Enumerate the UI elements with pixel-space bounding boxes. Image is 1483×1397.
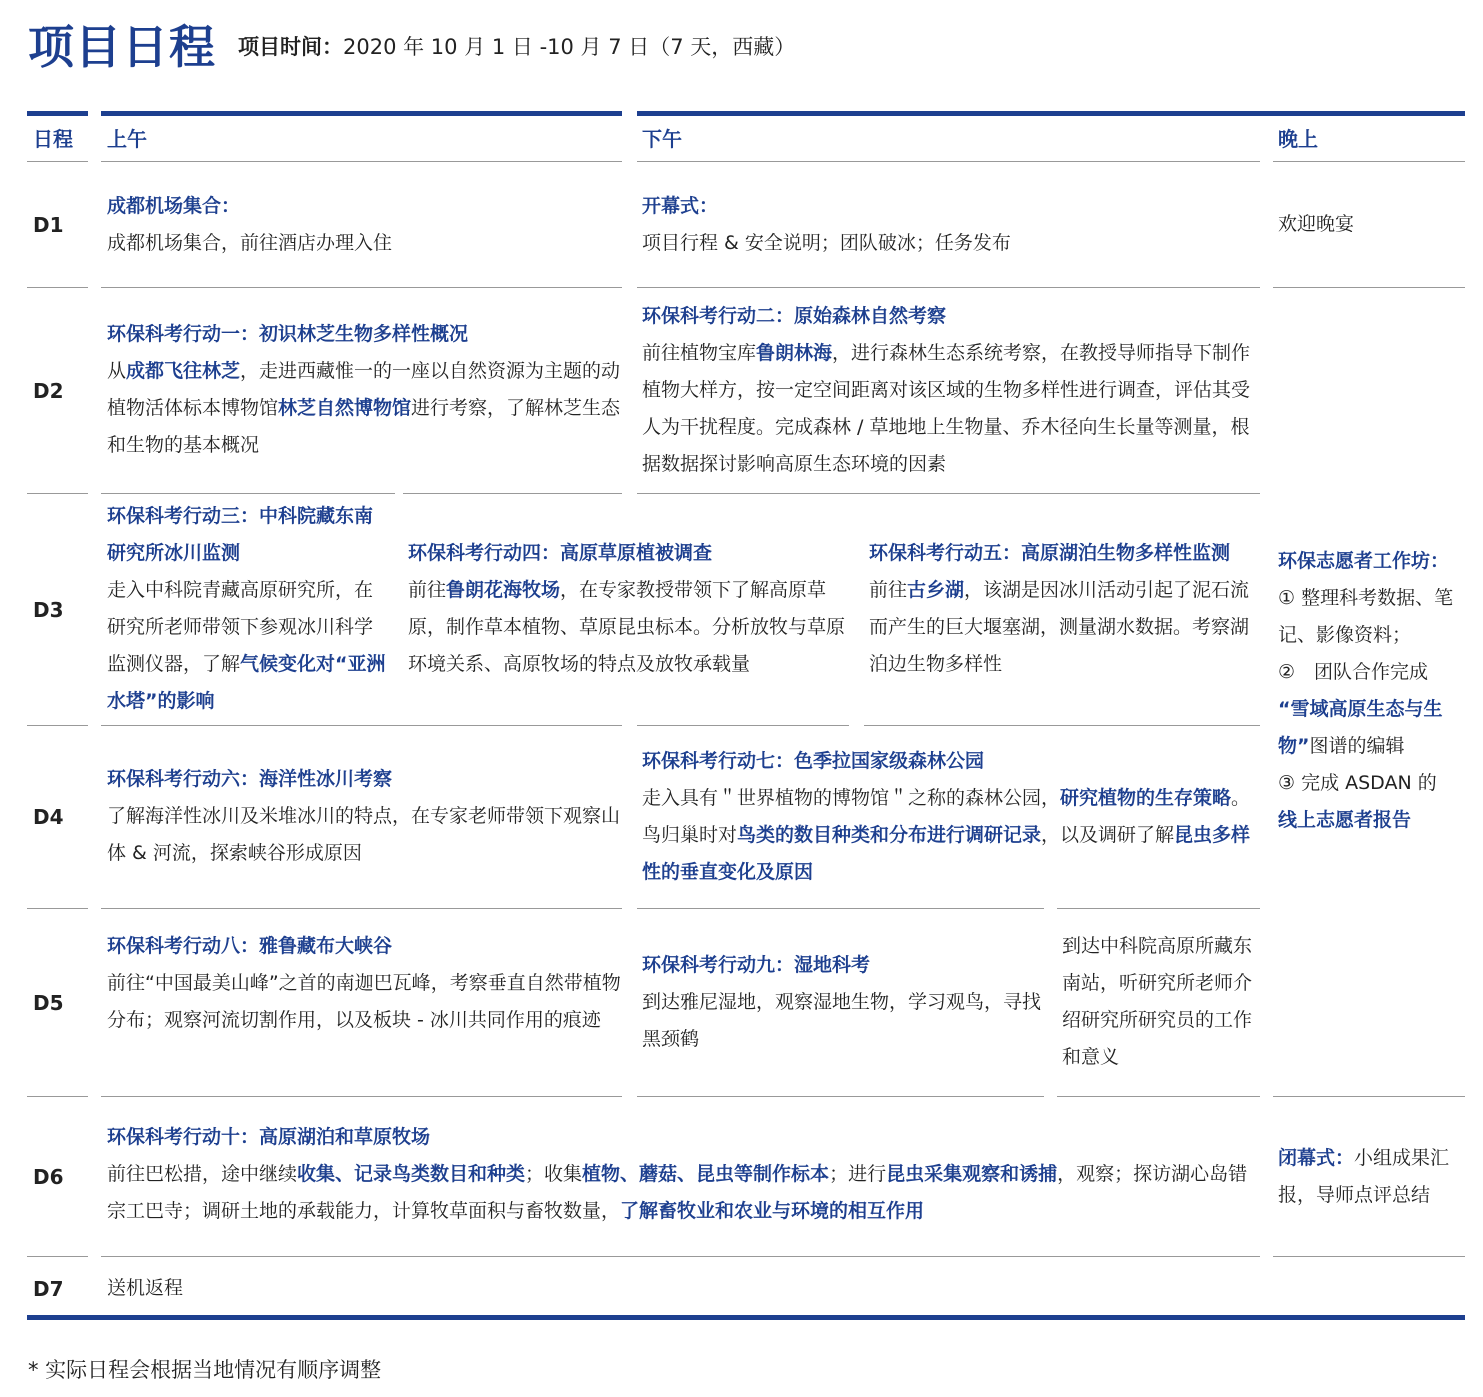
closing-ceremony-text: 小组成果汇报，导师点评总结 [1278, 1147, 1450, 1206]
text: ，以及调研了解 [1041, 824, 1175, 846]
d1-afternoon [642, 188, 1262, 262]
d4-afternoon-title: 环保科考行动七：色季拉国家级森林公园 [642, 750, 985, 772]
highlight: “雪域高原生态与生物” [1278, 698, 1443, 757]
d5-afternoon-title: 环保科考行动九：湿地科考 [642, 954, 871, 976]
d3-morning-title: 环保科考行动三：中科院藏东南研究所冰川监测 [107, 505, 374, 564]
d5-afternoon [642, 947, 1048, 1058]
text: 进行考察，了解林芝生态和生物的基本概况 [107, 397, 621, 456]
rule [101, 1256, 1260, 1257]
d1-evening: 欢迎晚宴 [1278, 213, 1355, 235]
d3-midday-text [408, 579, 845, 675]
header-afternoon: 下午 [642, 127, 682, 151]
header-day: 日程 [33, 127, 73, 151]
header-morning: 上午 [107, 127, 147, 151]
d6-title: 环保科考行动十：高原湖泊和草原牧场 [107, 1126, 431, 1148]
d3-afternoon [869, 535, 1267, 683]
header-evening: 晚上 [1278, 127, 1318, 151]
text: 从 [107, 360, 127, 382]
d4-morning-title: 环保科考行动六：海洋性冰川考察 [107, 768, 393, 790]
highlight: 植物、蘑菇、昆虫等制作标本 [582, 1163, 830, 1185]
d3-midday [408, 535, 853, 683]
rule [1273, 1256, 1465, 1257]
rule [637, 287, 1260, 288]
rule [101, 725, 622, 726]
d6-day [107, 1119, 1263, 1230]
d5-morning-text: 前往“中国最美山峰”之首的南迦巴瓦峰，考察垂直自然带植物分布；观察河流切割作用，以及板块 - 冰川共同作用的痕迹 [107, 972, 621, 1031]
rule [637, 493, 1260, 494]
text: 。鸟归巢时对 [642, 787, 1251, 846]
bottom-rule [27, 1315, 1465, 1320]
d3-morning [107, 498, 389, 720]
rule [403, 493, 622, 494]
top-rule-afternoon-evening [637, 111, 1465, 116]
top-rule-morning [101, 111, 622, 116]
rule [101, 493, 395, 494]
rule [27, 908, 88, 909]
rule [101, 287, 622, 288]
d3-morning-text [107, 579, 386, 712]
d5-late-afternoon: 到达中科院高原所藏东南站，听研究所老师介绍研究所研究员的工作和意义 [1062, 935, 1253, 1068]
text: 图谱的编辑 [1309, 735, 1405, 757]
day-label-d7: D7 [33, 1277, 64, 1301]
workshop-item-3: ③ 完成 ASDAN 的 [1278, 772, 1437, 794]
workshop-item-1: ① 整理科考数据、笔记、影像资料； [1278, 587, 1454, 646]
rule [1057, 1096, 1260, 1097]
highlight: 鸟类的数目种类和分布进行调研记录 [737, 824, 1042, 846]
period-label: 项目时间： [238, 35, 343, 59]
text: ，进行森林生态系统考察，在教授导师指导下制作植物大样方，按一定空间距离对该区域的生物多样性进行调查，评估其受人为干扰程度。完成森林 / 草地地上生物量、乔木径向生长量等测量，根据数据探讨影响高原生态环境的因素 [642, 342, 1251, 475]
d7-text: 送机返程 [107, 1277, 184, 1299]
d1-morning-title: 成都机场集合： [107, 195, 241, 217]
d2-morning-text [107, 360, 620, 456]
d1-afternoon-text: 项目行程 & 安全说明；团队破冰；任务发布 [642, 232, 1011, 254]
d6-text [107, 1163, 1247, 1222]
d2-afternoon [642, 298, 1262, 483]
evening-workshop [1278, 543, 1466, 839]
rule [637, 161, 1260, 162]
rule [101, 1096, 622, 1097]
highlight: 林芝自然博物馆 [278, 397, 412, 419]
text: ，观察；探访湖心岛错宗工巴寺；调研土地的承载能力，计算牧草面积与畜牧数量， [107, 1163, 1248, 1222]
highlight: 鲁朗花海牧场 [446, 579, 561, 601]
rule [27, 161, 88, 162]
highlight: 昆虫采集观察和诱捕 [886, 1163, 1058, 1185]
rule [1057, 908, 1260, 909]
text: 前往植物宝库 [642, 342, 757, 364]
rule [27, 1096, 88, 1097]
text: 走入中科院青藏高原研究所，在研究所老师带领下参观冰川科学监测仪器，了解 [107, 579, 374, 675]
text: 前往 [869, 579, 908, 601]
text: 前往巴松措，途中继续 [107, 1163, 298, 1185]
rule [1273, 161, 1465, 162]
closing-ceremony-label: 闭幕式： [1278, 1147, 1355, 1169]
text: ，走进西藏惟一的一座以自然资源为主题的动植物活体标本博物馆 [107, 360, 621, 419]
day-label-d1: D1 [33, 213, 64, 237]
text: ；收集 [525, 1163, 583, 1185]
highlight: 鲁朗林海 [756, 342, 833, 364]
rule [27, 1256, 88, 1257]
rule [1273, 287, 1465, 288]
d2-morning-title: 环保科考行动一：初识林芝生物多样性概况 [107, 323, 469, 345]
rule [27, 725, 88, 726]
d1-morning-text: 成都机场集合，前往酒店办理入住 [107, 232, 393, 254]
rule [637, 1096, 1044, 1097]
d6-evening [1278, 1140, 1468, 1214]
period-value: 2020 年 10 月 1 日 -10 月 7 日（7 天，西藏） [343, 35, 796, 59]
d3-afternoon-text [869, 579, 1249, 675]
footnote: * 实际日程会根据当地情况有顺序调整 [28, 1358, 382, 1382]
text: 前往 [408, 579, 447, 601]
highlight: 收集、记录鸟类数目和种类 [297, 1163, 526, 1185]
top-rule-day [27, 111, 88, 116]
text: ；进行 [829, 1163, 887, 1185]
day-label-d4: D4 [33, 805, 64, 829]
rule [101, 161, 622, 162]
highlight: 成都飞往林芝 [126, 360, 241, 382]
rule [864, 725, 1260, 726]
d4-afternoon [642, 743, 1262, 891]
d1-morning [107, 188, 627, 262]
highlight: 昆虫多样性的垂直变化及原因 [642, 824, 1251, 883]
d4-morning-text: 了解海洋性冰川及米堆冰川的特点，在专家老师带领下观察山体 & 河流，探索峡谷形成原因 [107, 805, 621, 864]
text: 走入具有＂世界植物的博物馆＂之称的森林公园， [642, 787, 1061, 809]
d4-afternoon-text [642, 787, 1250, 883]
d5-afternoon-text: 到达雅尼湿地，观察湿地生物，学习观鸟，寻找黑颈鹤 [642, 991, 1042, 1050]
highlight: 线上志愿者报告 [1278, 809, 1412, 831]
text: ，在专家教授带领下了解高原草原，制作草本植物、草原昆虫标本。分析放牧与草原环境关系、高原牧场的特点及放牧承载量 [408, 579, 846, 675]
rule [637, 725, 849, 726]
day-label-d2: D2 [33, 379, 64, 403]
d5-morning-title: 环保科考行动八：雅鲁藏布大峡谷 [107, 935, 393, 957]
day-label-d3: D3 [33, 598, 64, 622]
text: ，该湖是因冰川活动引起了泥石流而产生的巨大堰塞湖，测量湖水数据。考察湖泊边生物多样性 [869, 579, 1250, 675]
highlight: 了解畜牧业和农业与环境的相互作用 [620, 1200, 925, 1222]
day-label-d6: D6 [33, 1165, 64, 1189]
workshop-title: 环保志愿者工作坊： [1278, 550, 1450, 572]
highlight: 古乡湖 [907, 579, 965, 601]
d4-morning [107, 761, 625, 872]
d2-afternoon-title: 环保科考行动二：原始森林自然考察 [642, 305, 947, 327]
d2-morning [107, 316, 625, 464]
d2-afternoon-text [642, 342, 1250, 475]
day-label-d5: D5 [33, 991, 64, 1015]
d3-afternoon-title: 环保科考行动五：高原湖泊生物多样性监测 [869, 542, 1231, 564]
d1-afternoon-title: 开幕式： [642, 195, 719, 217]
page-title: 项目日程 [28, 20, 216, 74]
workshop-item-2: ② 团队合作完成 [1278, 661, 1429, 683]
rule [1273, 1096, 1465, 1097]
d5-morning [107, 928, 625, 1039]
rule [27, 287, 88, 288]
rule [637, 908, 1044, 909]
rule [101, 908, 622, 909]
highlight: 研究植物的生存策略 [1060, 787, 1232, 809]
highlight: 气候变化对“亚洲水塔”的影响 [107, 653, 386, 712]
rule [27, 493, 88, 494]
d3-midday-title: 环保科考行动四：高原草原植被调查 [408, 542, 713, 564]
project-period [238, 30, 795, 64]
